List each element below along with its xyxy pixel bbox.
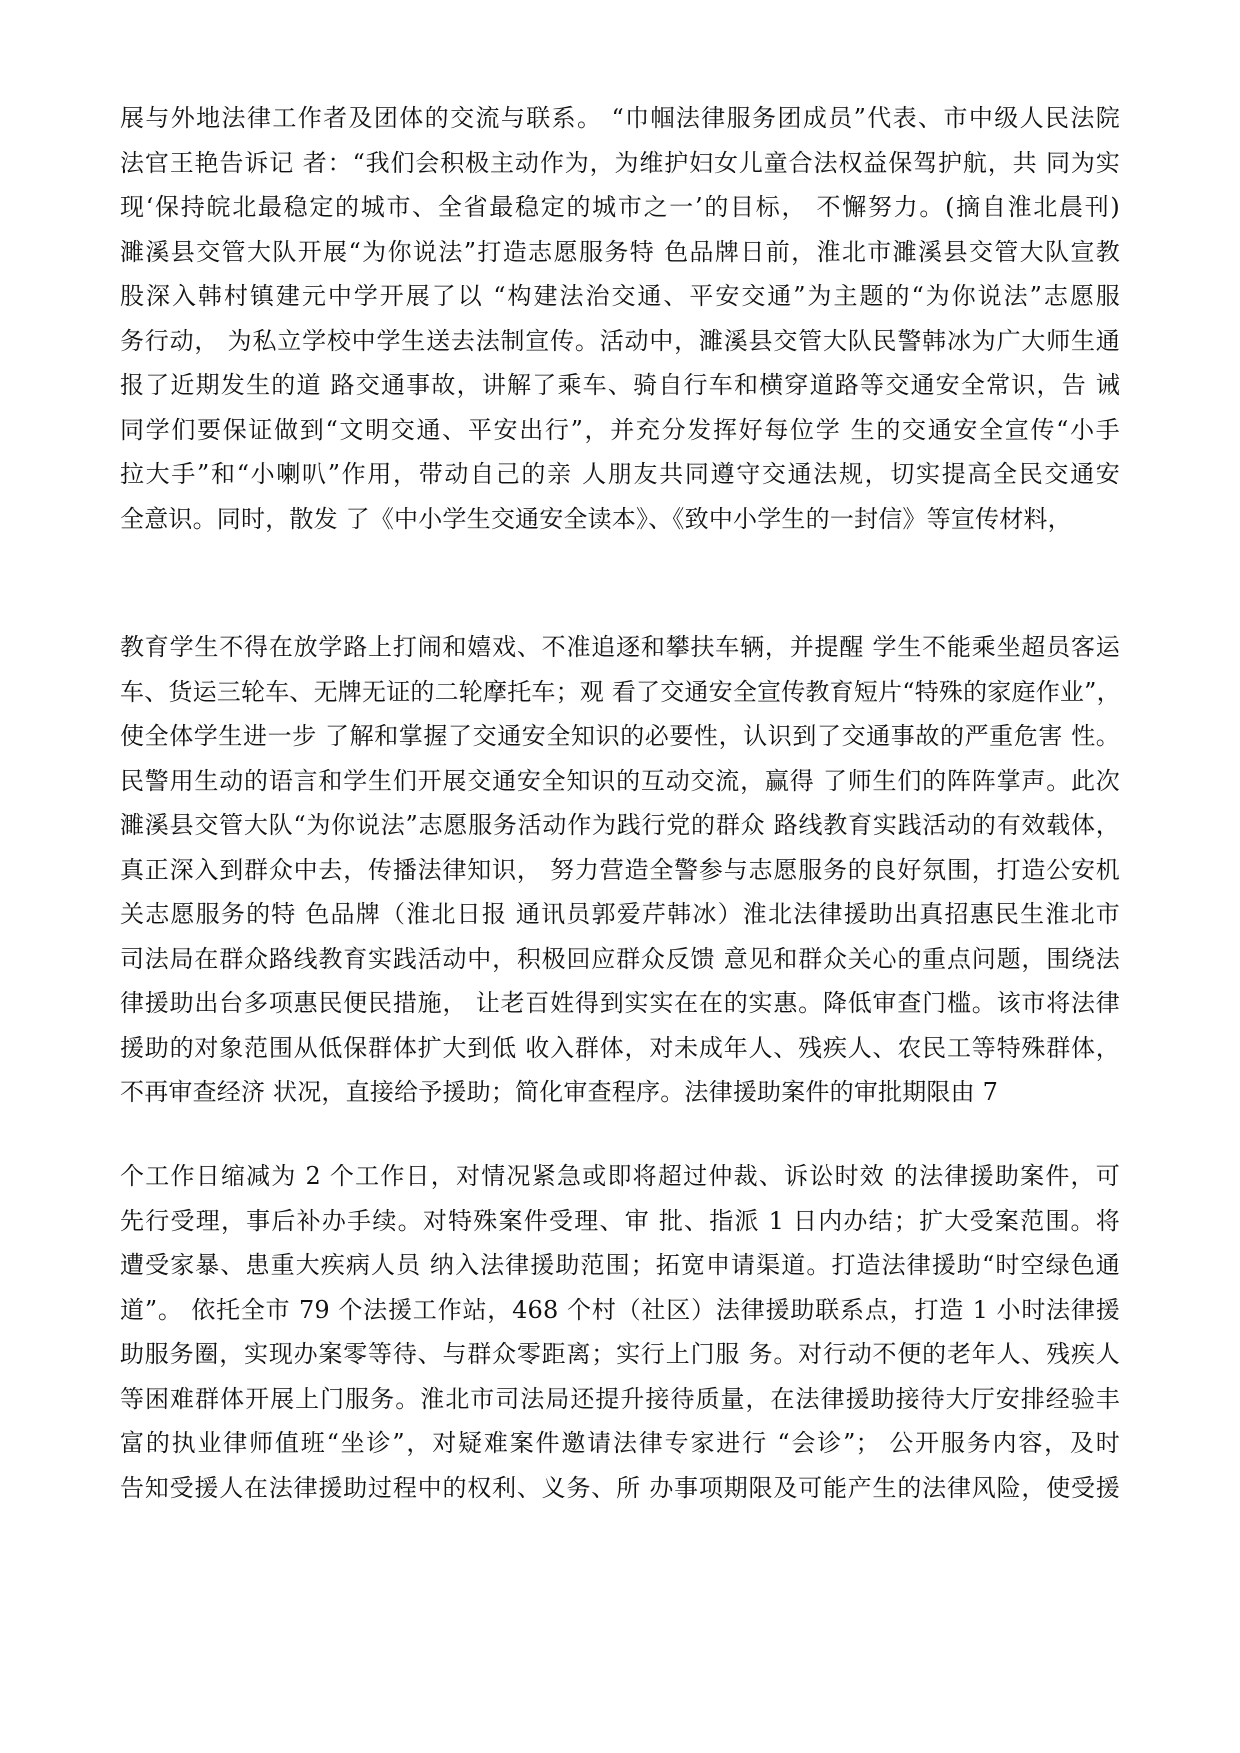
text-line: 务行动， 为私立学校中学生送去法制宣传。活动中，濉溪县交管大队民警韩冰为广大师生通 <box>120 326 1120 355</box>
paragraph-2 <box>120 625 1120 1115</box>
text-line: 关志愿服务的特 色品牌（淮北日报 通讯员郭爱芹韩冰）淮北法律援助出真招惠民生淮北市 <box>120 900 1120 928</box>
text-line: 个工作日缩减为 2 个工作日，对情况紧急或即将超过仲裁、诉讼时效 的法律援助案件，可 <box>120 1162 1120 1190</box>
text-line: 道”。 依托全市 79 个法援工作站，468 个村（社区）法律援助联系点，打造 1 小时法律援 <box>120 1295 1120 1324</box>
text-line: 车、货运三轮车、无牌无证的二轮摩托车；观 看了交通安全宣传教育短片“特殊的家庭作业”， <box>120 677 1121 706</box>
text-line: 援助的对象范围从低保群体扩大到低 收入群体，对未成年人、残疾人、农民工等特殊群体， <box>120 1033 1120 1062</box>
text-line: 真正深入到群众中去，传播法律知识， 努力营造全警参与志愿服务的良好氛围，打造公安机 <box>120 855 1120 884</box>
text-line: 司法局在群众路线教育实践活动中，积极回应群众反馈 意见和群众关心的重点问题，围绕法 <box>120 944 1120 973</box>
text-line: 法官王艳告诉记 者：“我们会积极主动作为，为维护妇女儿童合法权益保驾护航，共 同为实 <box>120 148 1120 177</box>
text-line: 助服务圈，实现办案零等待、与群众零距离；实行上门服 务。对行动不便的老年人、残疾人 <box>120 1340 1120 1368</box>
text-line: 民警用生动的语言和学生们开展交通安全知识的互动交流，赢得 了师生们的阵阵掌声。此次 <box>120 766 1120 795</box>
text-line: 律援助出台多项惠民便民措施， 让老百姓得到实实在在的实惠。降低审查门槛。该市将法律 <box>120 989 1120 1017</box>
text-line: 展与外地法律工作者及团体的交流与联系。 “巾帼法律服务团成员”代表、市中级人民法院 <box>120 104 1120 132</box>
text-line: 同学们要保证做到“文明交通、平安出行”，并充分发挥好每位学 生的交通安全宣传“小手 <box>120 415 1120 444</box>
text-line: 全意识。同时，散发 了《中小学生交通安全读本》、《致中小学生的一封信》等宣传材料， <box>120 504 1072 533</box>
text-line: 报了近期发生的道 路交通事故，讲解了乘车、骑自行车和横穿道路等交通安全常识，告 诫 <box>120 371 1120 399</box>
text-line: 使全体学生进一步 了解和掌握了交通安全知识的必要性，认识到了交通事故的严重危害 性。 <box>120 722 1120 750</box>
text-line: 濉溪县交管大队“为你说法”志愿服务活动作为践行党的群众 路线教育实践活动的有效载体， <box>120 811 1120 839</box>
text-line: 富的执业律师值班“坐诊”，对疑难案件邀请法律专家进行 “会诊”； 公开服务内容，及时 <box>120 1429 1120 1457</box>
text-line: 教育学生不得在放学路上打闹和嬉戏、不准追逐和攀扶车辆，并提醒 学生不能乘坐超员客运 <box>120 633 1120 661</box>
text-line: 不再审查经济 状况，直接给予援助；简化审查程序。法律援助案件的审批期限由 7 <box>120 1078 999 1106</box>
text-line: 先行受理，事后补办手续。对特殊案件受理、审 批、指派 1 日内办结；扩大受案范围。将 <box>120 1206 1120 1235</box>
text-line: 现‘保持皖北最稳定的城市、全省最稳定的城市之一’的目标， 不懈努力。(摘自淮北晨刊) <box>120 193 1120 221</box>
paragraph-1 <box>120 96 1120 541</box>
text-line: 股深入韩村镇建元中学开展了以 “构建法治交通、平安交通”为主题的“为你说法”志愿服 <box>120 282 1120 310</box>
text-line: 拉大手”和“小喇叭”作用，带动自己的亲 人朋友共同遵守交通法规，切实提高全民交通安 <box>120 460 1120 488</box>
paragraph-3 <box>120 1154 1120 1510</box>
text-line: 等困难群体开展上门服务。淮北市司法局还提升接待质量，在法律援助接待大厅安排经验丰 <box>120 1384 1120 1413</box>
text-line: 遭受家暴、患重大疾病人员 纳入法律援助范围；拓宽申请渠道。打造法律援助“时空绿色通 <box>120 1251 1120 1279</box>
text-line: 濉溪县交管大队开展“为你说法”打造志愿服务特 色品牌日前，淮北市濉溪县交管大队宣教 <box>120 237 1120 266</box>
text-line: 告知受援人在法律援助过程中的权利、义务、所 办事项期限及可能产生的法律风险，使受援 <box>120 1473 1120 1502</box>
